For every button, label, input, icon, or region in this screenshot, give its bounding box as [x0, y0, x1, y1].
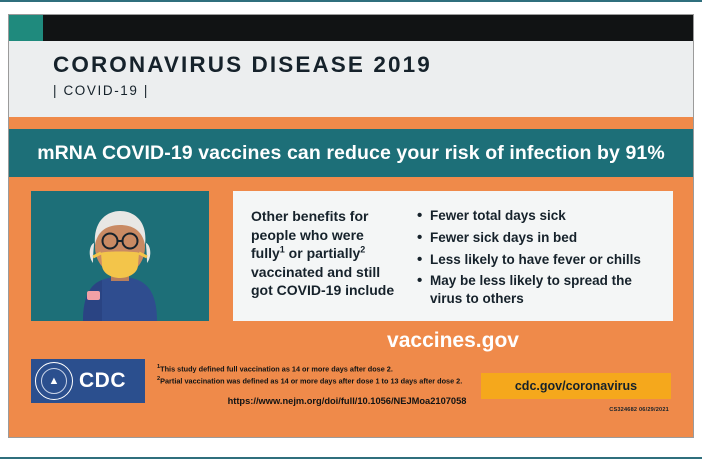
benefits-lead: [233, 191, 403, 321]
hhs-eagle-icon: ▲: [48, 375, 60, 387]
vaccines-gov-url[interactable]: vaccines.gov: [387, 329, 519, 352]
footnote-1-text: This study defined full vaccination as 14 or more days after dose 2.: [160, 364, 393, 374]
list-item: • Less likely to have fever or chills: [417, 251, 663, 269]
benefits-panel: [233, 191, 673, 321]
page-subtitle: | COVID-19 |: [53, 82, 149, 98]
footnote-marker-1: 1: [279, 244, 285, 255]
lead-line-5: got COVID-19 include: [251, 282, 395, 299]
footnote-marker-2: 2: [360, 244, 366, 255]
poster-header: [9, 41, 693, 117]
cdc-url-button[interactable]: [481, 373, 671, 399]
cdc-logo-text: CDC: [79, 369, 126, 392]
top-black-bar: [9, 15, 693, 41]
covid-infographic-poster: [8, 14, 694, 438]
footnotes: [157, 363, 517, 386]
poster-body: [9, 177, 693, 437]
lead-line-2: people who were: [251, 226, 364, 243]
document-id: CS324682 06/29/2021: [609, 407, 669, 413]
headline-text: mRNA COVID-19 vaccines can reduce your risk of infection by 91%: [37, 141, 665, 164]
headline-band: [9, 129, 693, 177]
list-item: • Fewer sick days in bed: [417, 229, 663, 247]
benefits-lead-text: [251, 207, 395, 300]
lead-line-3-fully: fully: [251, 245, 280, 262]
nejm-source-link[interactable]: https://www.nejm.org/doi/full/10.1056/NEJMoa2107058: [227, 396, 467, 406]
lead-line-4: vaccinated and still: [251, 263, 381, 280]
footnote-1-marker: 1: [157, 364, 161, 370]
lead-line-1: Other benefits for: [251, 208, 369, 224]
footnote-1: [157, 363, 517, 375]
footnote-2-text: Partial vaccination was defined as 14 or more days after dose 1 to 13 days after dose 2.: [160, 376, 463, 386]
footnote-2-marker: 2: [157, 375, 161, 382]
cdc-logo: [31, 359, 145, 403]
benefits-list: [417, 207, 663, 308]
footnote-2: [157, 375, 517, 387]
benefits-bullets: [403, 191, 673, 321]
lead-line-3-partially: or partially: [284, 245, 361, 262]
list-item: • Fewer total days sick: [417, 207, 663, 225]
frame-line-top: [0, 0, 702, 2]
hhs-seal-icon: [35, 362, 73, 400]
page-title: CORONAVIRUS DISEASE 2019: [53, 52, 432, 77]
top-teal-square: [9, 15, 43, 41]
cdc-url-text: cdc.gov/coronavirus: [514, 379, 638, 393]
list-item: • May be less likely to spread the virus to others: [417, 272, 663, 308]
illustration-vaccinated-person: [31, 191, 209, 321]
